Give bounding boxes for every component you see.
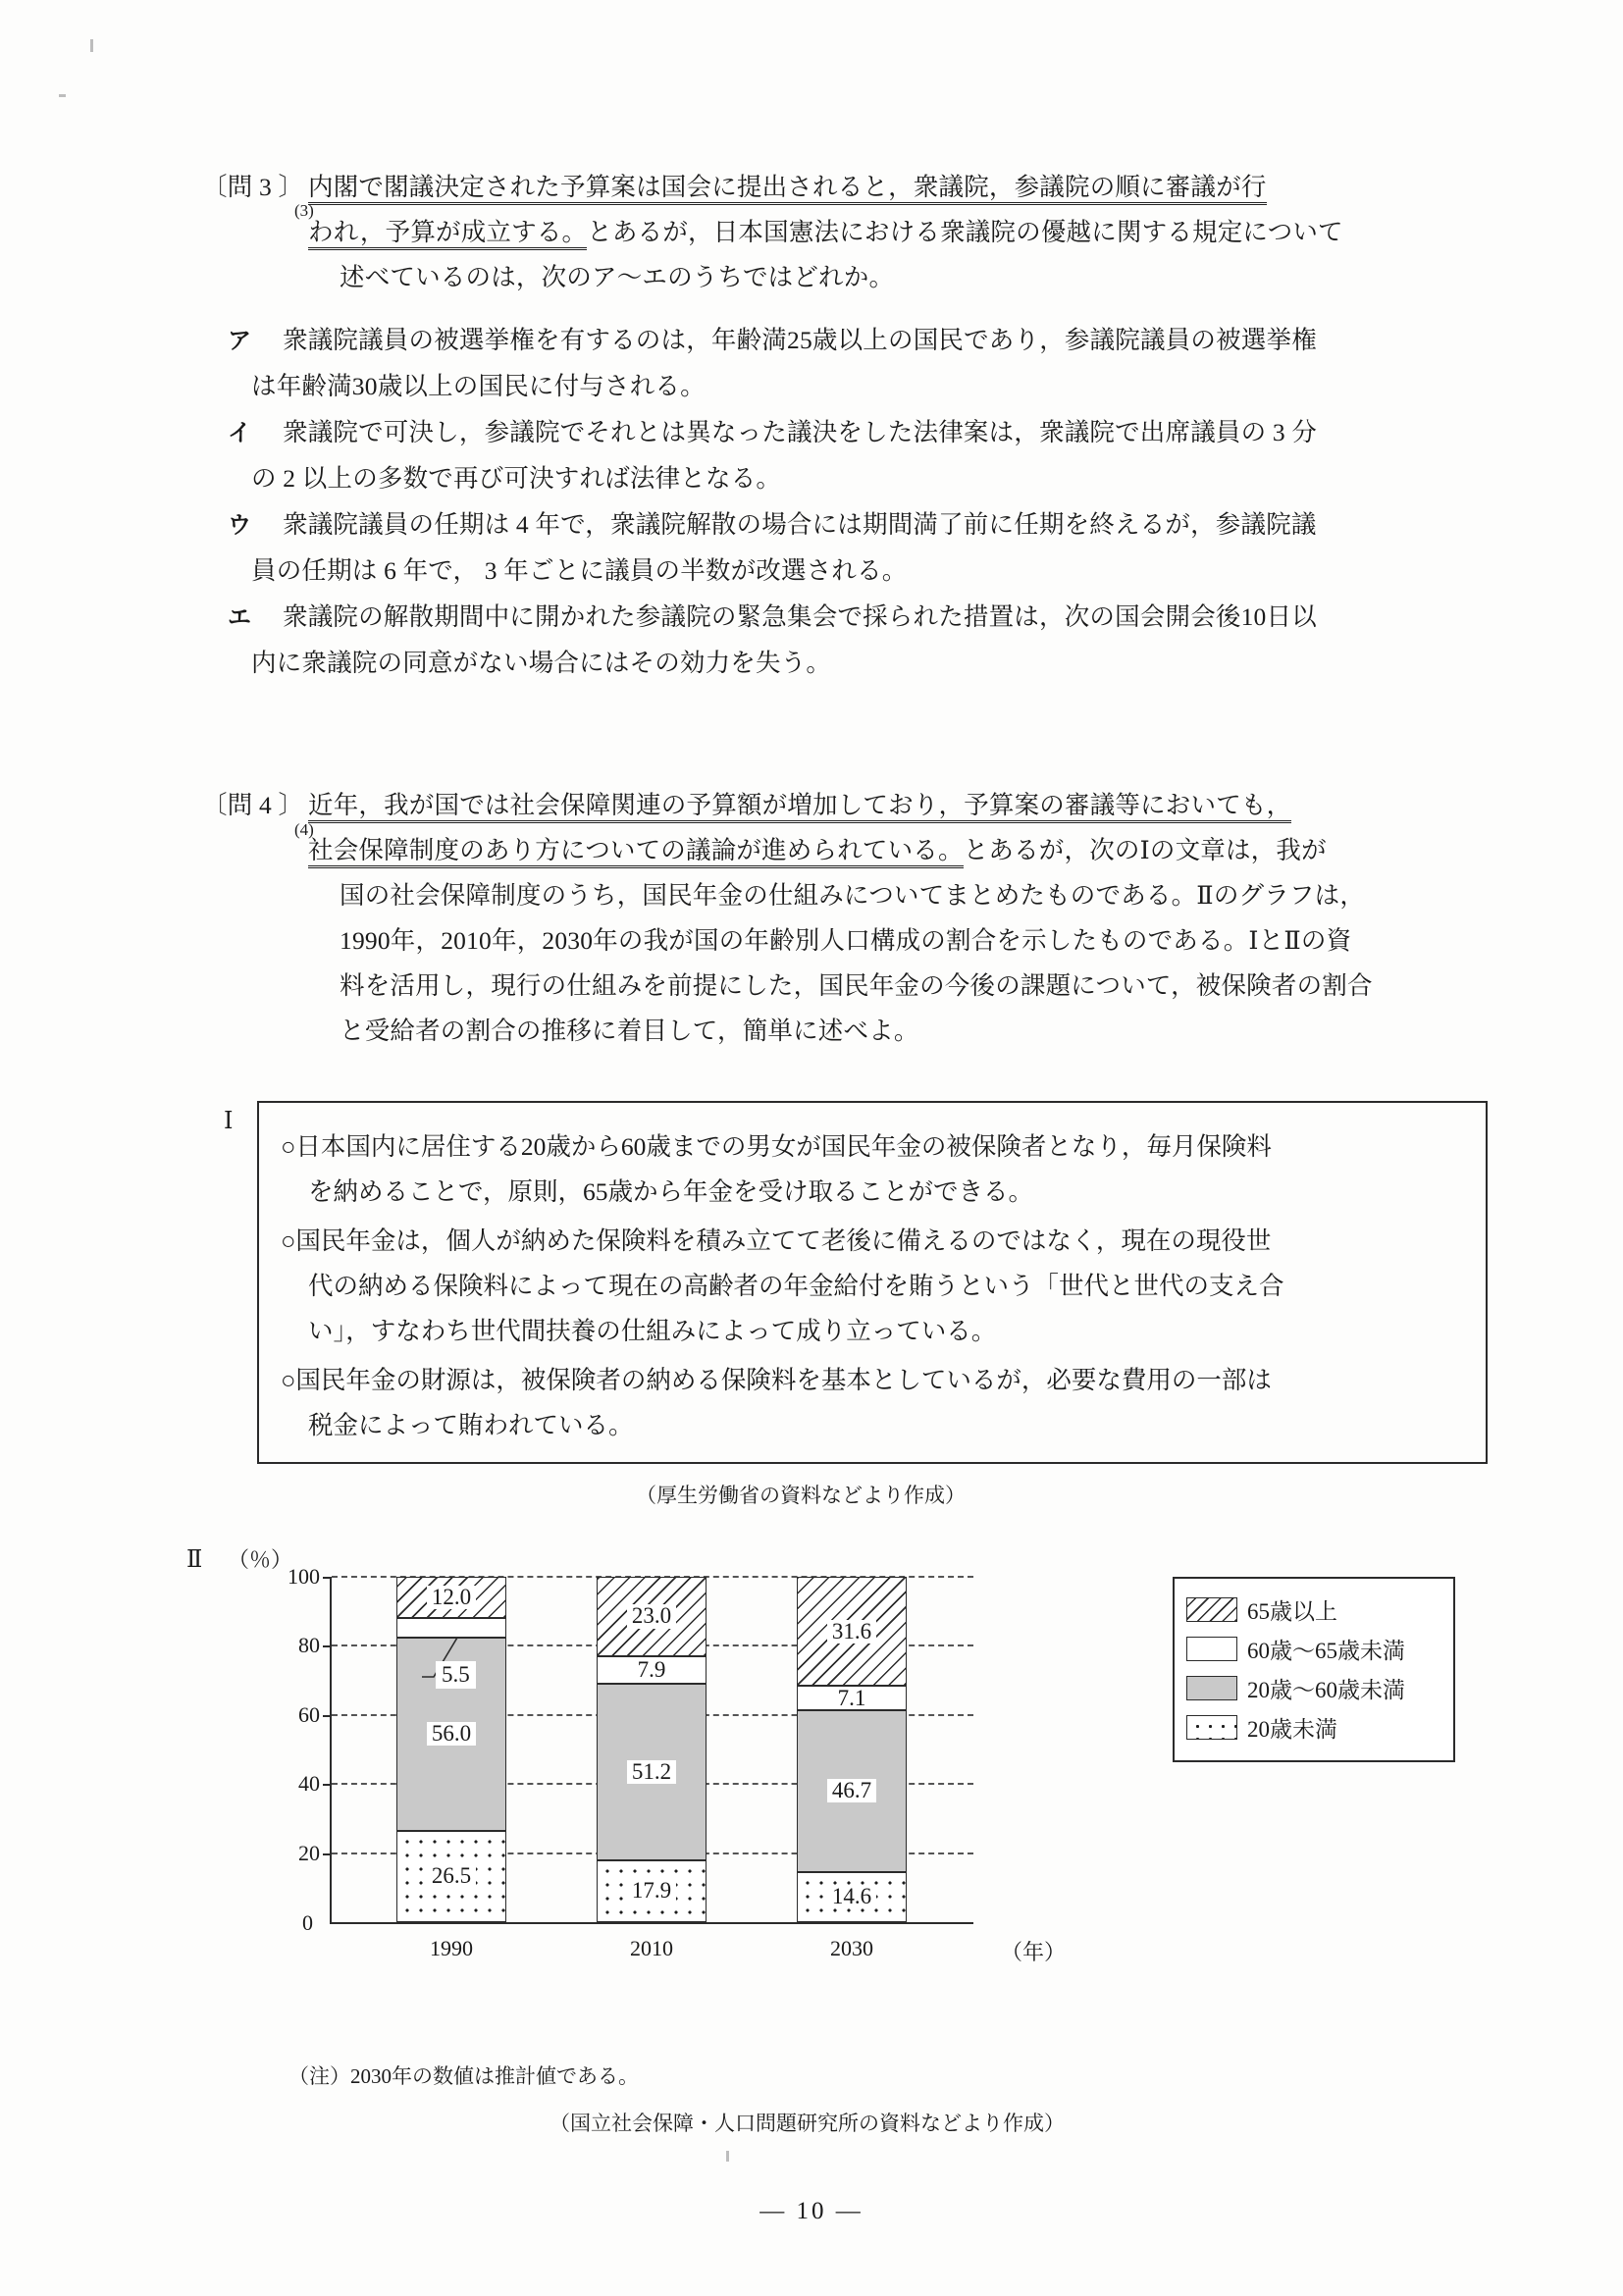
choice-d-label: エ	[228, 604, 252, 631]
chart-value-label: 51.2	[627, 1760, 676, 1784]
legend-item-20-60	[1186, 1672, 1441, 1704]
legend-swatch-grey-icon	[1186, 1676, 1237, 1700]
chart-segment-20-60	[797, 1710, 907, 1871]
resource-one-item-line: い」，すなわち世代間扶養の仕組みによって成り立っている。	[308, 1317, 997, 1345]
question-3-rest-2: 述べているのは，次のア～エのうちではどれか。	[340, 263, 895, 291]
chart-segment-60-65	[396, 1618, 506, 1637]
chart-segment-under-20	[597, 1860, 707, 1922]
question-4-underlined-2: 社会保障制度のあり方についての議論が進められている。	[308, 836, 964, 868]
chart-segment-under-20	[797, 1872, 907, 1922]
chart-x-axis-unit: （年）	[1001, 1940, 1067, 1964]
chart-segment-60-65	[797, 1686, 907, 1710]
question-4	[202, 783, 1497, 1054]
chart-note: （注）2030年の数値は推計値である。	[288, 2064, 639, 2088]
choice-d-text-2: 内に衆議院の同意がない場合にはその効力を失う。	[251, 649, 832, 677]
choice-b-line-1	[228, 410, 1493, 456]
question-3-underlined-1: 内閣で閣議決定された予算案は国会に提出されると，衆議院，参議院の順に審議が行	[308, 173, 1267, 205]
question-3-footnote-marker: (3)	[294, 201, 314, 220]
question-4-rest-1: とあるが，次のⅠの文章は，我が	[963, 836, 1327, 864]
scan-speck	[59, 94, 66, 97]
page-number: — 10 —	[759, 2198, 864, 2224]
question-3-choice-a	[228, 318, 1493, 409]
question-4-stem-line-6	[202, 1009, 1497, 1054]
chart-value-label: 14.6	[827, 1885, 876, 1908]
chart-y-tick-80: 80	[298, 1633, 332, 1658]
question-3-stem-line-3	[202, 255, 1478, 300]
choice-a-text-1: 衆議院議員の被選挙権を有するのは，年齢満25歳以上の国民であり，参議院議員の被選挙権	[283, 326, 1317, 354]
chart-resource-two	[186, 1536, 1462, 1997]
question-4-rest-2: 国の社会保障制度のうち，国民年金の仕組みについてまとめたものである。Ⅱのグラフは，	[340, 881, 1366, 910]
chart-value-label: 56.0	[427, 1722, 476, 1746]
choice-c-label: ウ	[228, 512, 252, 539]
question-3-stem-line-1	[202, 165, 1478, 210]
resource-one-item-line: 税金によって賄われている。	[308, 1411, 634, 1439]
chart-y-tick-20: 20	[298, 1841, 332, 1866]
choice-b-label: イ	[228, 420, 252, 446]
resource-two-numeral: Ⅱ	[186, 1547, 203, 1573]
choice-a-line-1	[228, 318, 1493, 364]
chart-value-label: 31.6	[827, 1620, 876, 1644]
chart-value-label: 17.9	[627, 1879, 676, 1903]
chart-segment-65-plus	[396, 1577, 506, 1618]
question-3-choice-c	[228, 502, 1493, 594]
legend-swatch-white-icon	[1186, 1637, 1237, 1661]
resource-one-numeral: Ⅰ	[224, 1109, 234, 1134]
legend-item-65-plus	[1186, 1593, 1441, 1626]
chart-y-tick-100: 100	[288, 1564, 332, 1590]
question-4-stem-line-4	[202, 918, 1497, 964]
question-3	[202, 165, 1478, 300]
chart-x-label-2010: 2010	[630, 1936, 673, 1960]
resource-one-item-line: 代の納める保険料によって現在の高齢者の年金給付を賄うという「世代と世代の支え合	[308, 1272, 1284, 1300]
chart-segment-65-plus	[597, 1577, 707, 1656]
resource-one-item	[281, 1219, 1468, 1354]
choice-d-text-1: 衆議院の解散期間中に開かれた参議院の緊急集会で採られた措置は，次の国会開会後10日以	[283, 602, 1317, 631]
question-4-footnote-marker: (4)	[294, 820, 314, 839]
choice-d-line-1	[228, 595, 1493, 641]
scan-speck	[726, 2151, 729, 2162]
chart-x-label-1990: 1990	[430, 1936, 473, 1960]
chart-y-tick-0: 0	[302, 1910, 313, 1935]
resource-one-box	[257, 1101, 1488, 1464]
chart-source: （国立社会保障・人口問題研究所の資料などより作成）	[550, 2112, 1065, 2135]
legend-item-under-20	[1186, 1711, 1441, 1744]
chart-y-tick-60: 60	[298, 1702, 332, 1728]
choice-a-text-2: は年齢満30歳以上の国民に付与される。	[251, 372, 706, 400]
question-3-stem-line-2	[202, 210, 1478, 255]
resource-one-source: （厚生労働省の資料などより作成）	[636, 1484, 966, 1507]
question-4-number: 〔問 4 〕	[202, 791, 304, 819]
choice-a-line-2	[228, 364, 1493, 409]
scan-speck	[90, 39, 93, 52]
question-4-rest-5: と受給者の割合の推移に着目して，簡単に述べよ。	[340, 1017, 919, 1045]
choice-c-text-2: 員の任期は 6 年で， 3 年ごとに議員の半数が改選される。	[251, 556, 908, 585]
question-3-choice-b	[228, 410, 1493, 501]
resource-one-item	[281, 1358, 1468, 1448]
chart-bar-2030	[797, 1577, 907, 1922]
chart-segment-65-plus	[797, 1577, 907, 1686]
question-4-rest-4: 料を活用し，現行の仕組みを前提にした，国民年金の今後の課題について，被保険者の割合	[340, 971, 1373, 1000]
legend-label: 20歳未満	[1247, 1717, 1337, 1742]
question-4-underlined-1: 近年，我が国では社会保障関連の予算額が増加しており，予算案の審議等においても，	[308, 791, 1291, 823]
legend-label: 60歳～65歳未満	[1247, 1639, 1405, 1663]
question-3-number: 〔問 3 〕	[202, 173, 304, 201]
chart-value-label: 5.5	[436, 1661, 476, 1689]
chart-y-axis-unit: （％）	[228, 1547, 293, 1572]
legend-swatch-dots-icon	[1186, 1715, 1237, 1740]
choice-b-text-1: 衆議院で可決し，参議院でそれとは異なった議決をした法律案は，衆議院で出席議員の 3 分	[283, 418, 1318, 446]
question-4-stem-line-1	[202, 783, 1497, 828]
resource-one-item	[281, 1124, 1468, 1215]
resource-one-item-line: を納めることで，原則，65歳から年金を受け取ることができる。	[308, 1177, 1033, 1206]
legend-swatch-hatch-icon	[1186, 1597, 1237, 1622]
question-3-underlined-2: われ，予算が成立する。	[308, 218, 587, 250]
choice-c-line-1	[228, 502, 1493, 548]
choice-c-line-2	[228, 548, 1493, 594]
question-4-rest-3: 1990年，2010年，2030年の我が国の年齢別人口構成の割合を示したものである。ⅠとⅡの資	[340, 926, 1352, 955]
chart-bar-1990	[396, 1577, 506, 1922]
legend-label: 20歳～60歳未満	[1247, 1678, 1405, 1702]
choice-c-text-1: 衆議院議員の任期は 4 年で，衆議院解散の場合には期間満了前に任期を終えるが，参議院議	[283, 510, 1317, 539]
choice-a-label: ア	[228, 328, 252, 354]
chart-y-tick-40: 40	[298, 1771, 332, 1797]
choice-b-line-2	[228, 456, 1493, 501]
chart-segment-60-65	[597, 1656, 707, 1684]
question-3-choice-d	[228, 595, 1493, 686]
chart-value-label: 7.1	[837, 1685, 866, 1710]
chart-segment-20-60	[396, 1638, 506, 1831]
question-4-stem-line-2	[202, 828, 1497, 873]
choice-d-line-2	[228, 641, 1493, 686]
legend-label: 65歳以上	[1247, 1599, 1337, 1624]
chart-bar-2010	[597, 1577, 707, 1922]
resource-one-item-line: ○国民年金の財源は，被保険者の納める保険料を基本としているが，必要な費用の一部は	[281, 1366, 1272, 1394]
chart-legend	[1173, 1577, 1455, 1762]
chart-value-label: 12.0	[427, 1586, 476, 1609]
chart-x-label-2030: 2030	[830, 1936, 873, 1960]
chart-value-label: 26.5	[427, 1864, 476, 1888]
question-3-rest-1: とあるが，日本国憲法における衆議院の優越に関する規定について	[587, 218, 1343, 246]
chart-plot-area	[288, 1564, 973, 1960]
resource-one-item-line: ○国民年金は，個人が納めた保険料を積み立てて老後に備えるのではなく，現在の現役世	[281, 1226, 1272, 1255]
question-4-stem-line-3	[202, 873, 1497, 918]
legend-item-60-65	[1186, 1633, 1441, 1665]
chart-value-label: 7.9	[637, 1656, 666, 1682]
chart-segment-under-20	[396, 1831, 506, 1922]
choice-b-text-2: の 2 以上の多数で再び可決すれば法律となる。	[251, 464, 782, 493]
chart-value-label: 23.0	[627, 1604, 676, 1628]
chart-value-label: 46.7	[827, 1779, 876, 1802]
resource-one-item-line: ○日本国内に居住する20歳から60歳までの男女が国民年金の被保険者となり，毎月保険料	[281, 1132, 1272, 1161]
question-4-stem-line-5	[202, 964, 1497, 1009]
chart-segment-20-60	[597, 1684, 707, 1860]
